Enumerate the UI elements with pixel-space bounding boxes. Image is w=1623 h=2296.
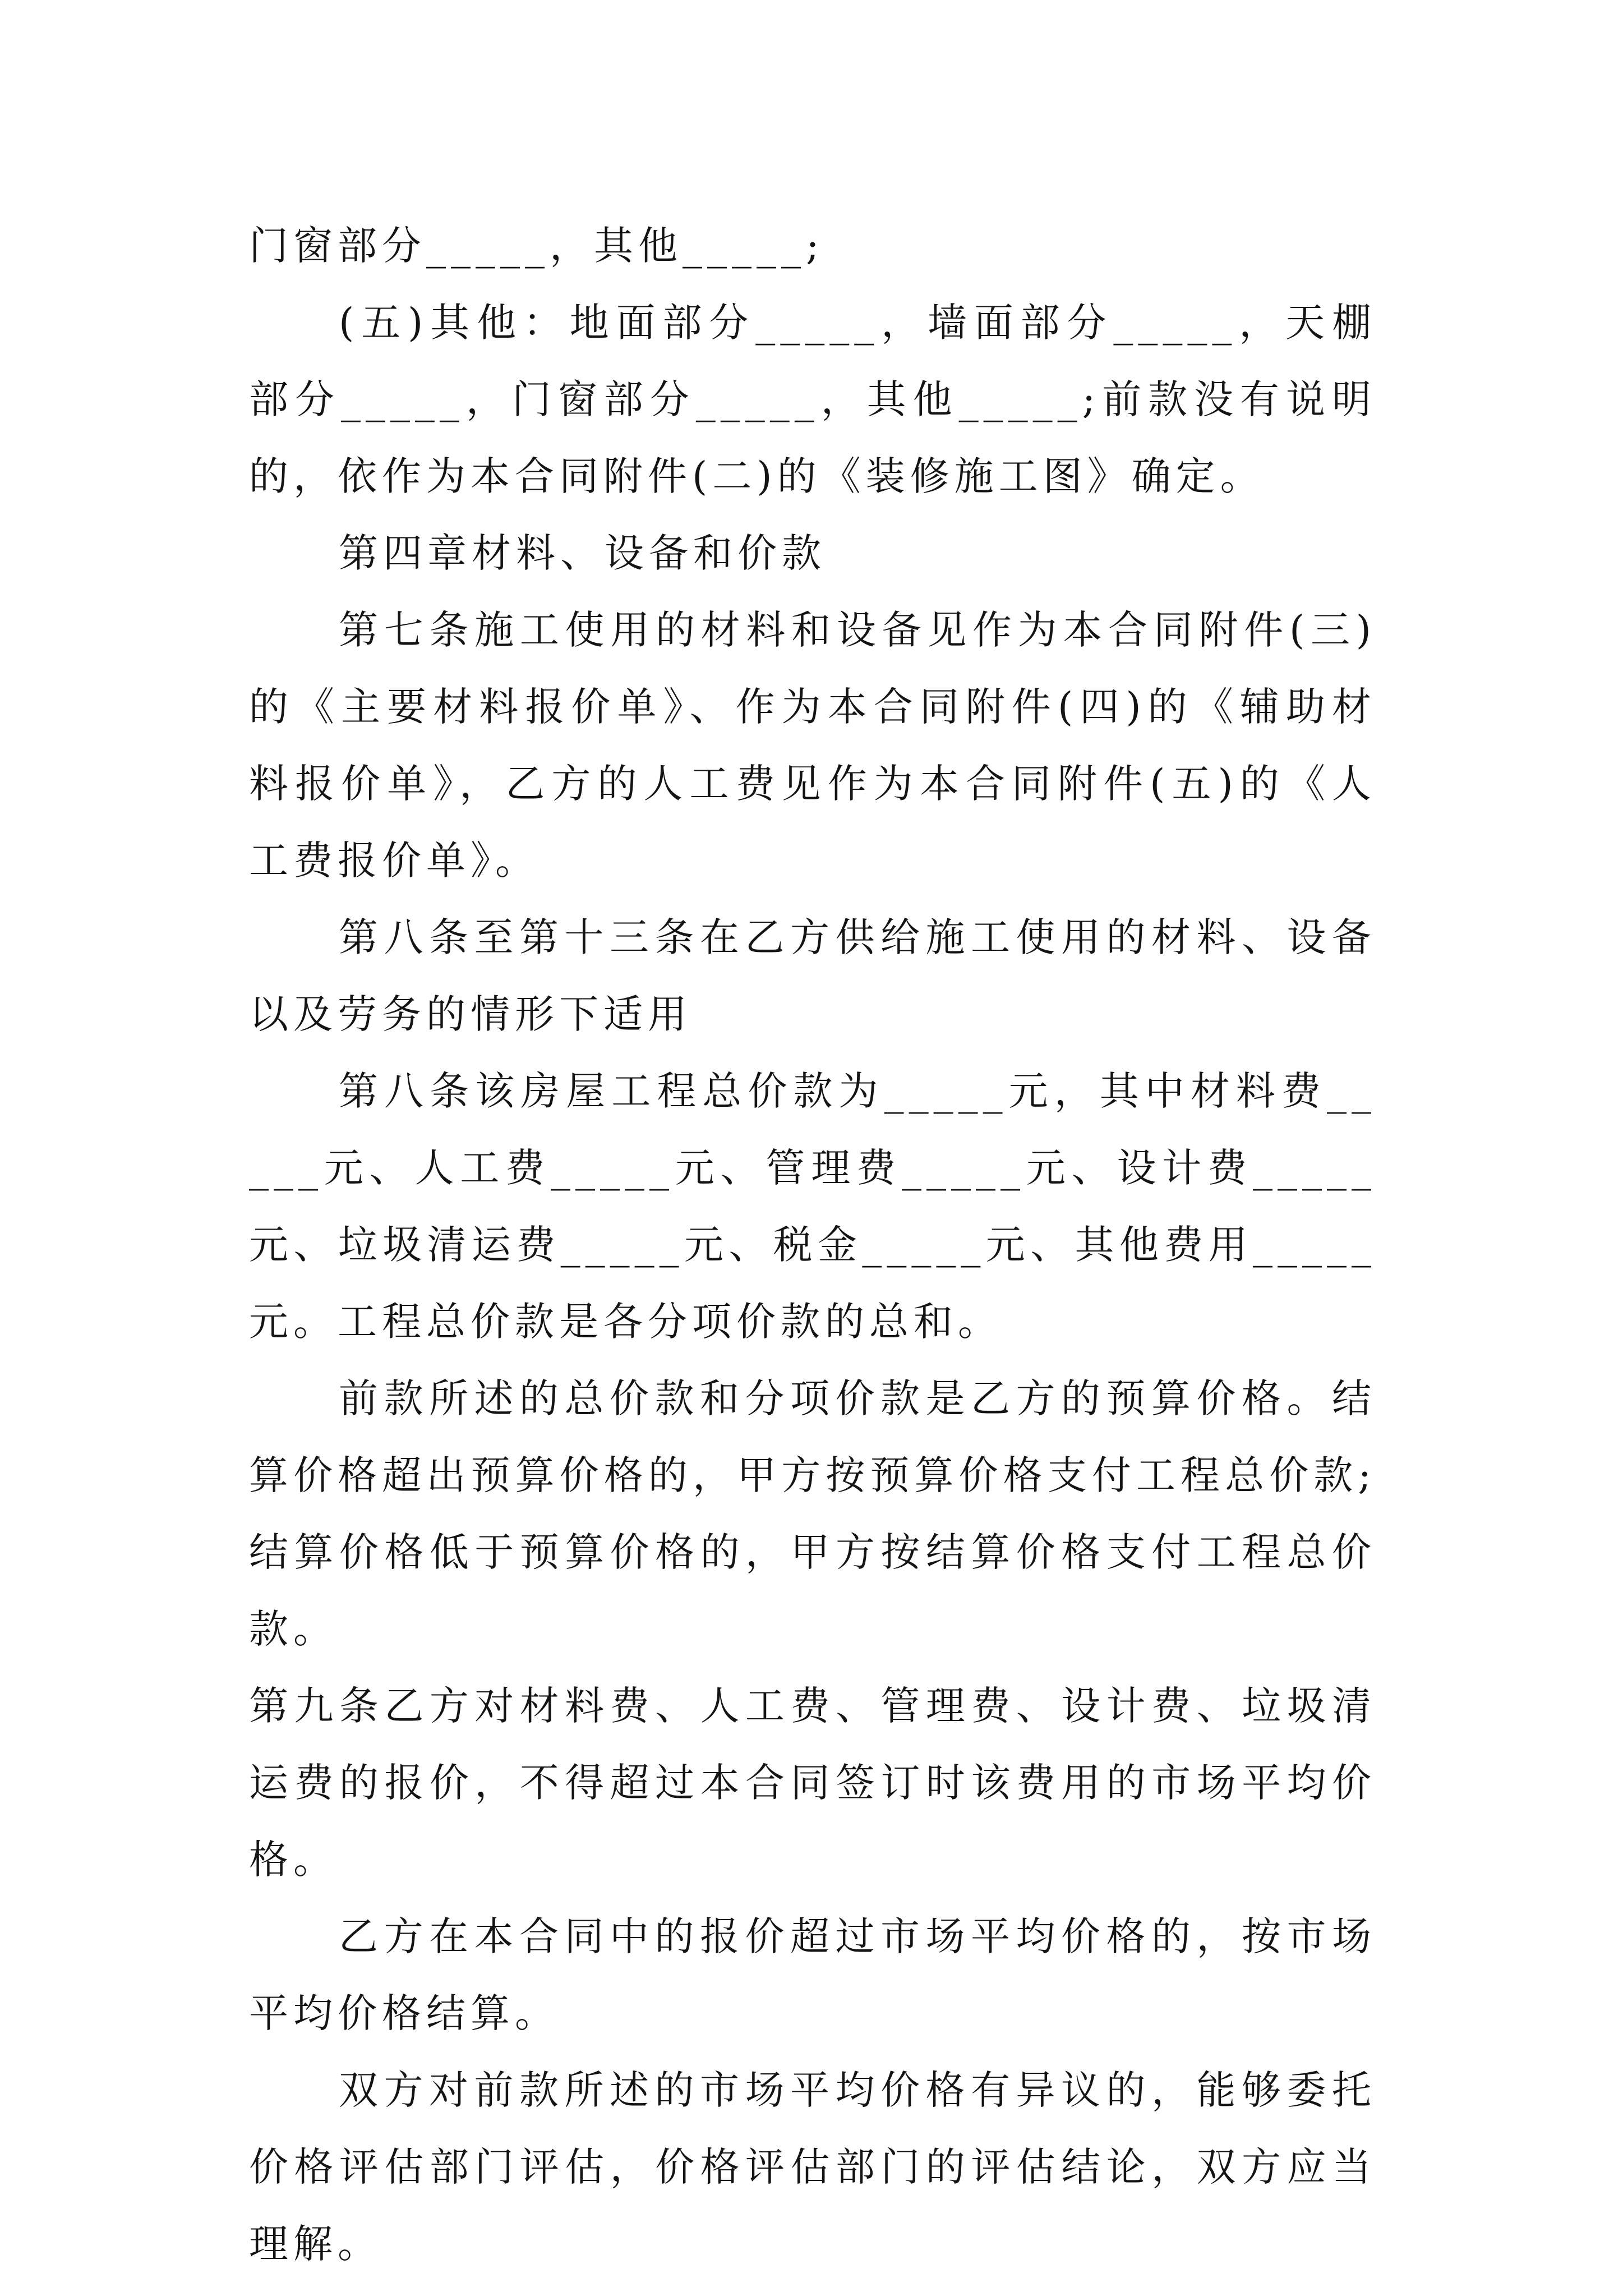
paragraph-article-8: 第八条该房屋工程总价款为_____元，其中材料费_____元、人工费_____元、管理费_____元、设计费_____元、垃圾清运费_____元、税金_____元、其他费用_____元。工程总价款是各分项价款的总和。 (249, 1068, 1376, 1345)
document-body (249, 208, 1376, 2283)
paragraph-scope-note: 第八条至第十三条在乙方供给施工使用的材料、设备以及劳务的情形下适用 (249, 914, 1376, 1037)
paragraph-dispute: 双方对前款所述的市场平均价格有异议的，能够委托价格评估部门评估，价格评估部门的评估结论，双方应当理解。 (249, 2067, 1376, 2267)
paragraph-2: (五)其他：地面部分_____，墙面部分_____，天棚部分_____，门窗部分_____，其他_____;前款没有说明的，依作为本合同附件(二)的《装修施工图》确定。 (249, 300, 1376, 499)
paragraph-article-9: 第九条乙方对材料费、人工费、管理费、设计费、垃圾清运费的报价，不得超过本合同签订时该费用的市场平均价格。 (249, 1683, 1376, 1883)
chapter-heading: 第四章材料、设备和价款 (339, 530, 826, 576)
paragraph-settlement: 前款所述的总价款和分项价款是乙方的预算价格。结算价格超出预算价格的，甲方按预算价格支付工程总价款;结算价格低于预算价格的，甲方按结算价格支付工程总价款。 (249, 1375, 1376, 1652)
paragraph-article-7: 第七条施工使用的材料和设备见作为本合同附件(三)的《主要材料报价单》、作为本合同附件(四)的《辅助材料报价单》，乙方的人工费见作为本合同附件(五)的《人工费报价单》。 (249, 607, 1376, 884)
paragraph-1: 门窗部分_____，其他_____; (249, 223, 824, 269)
paragraph-market-price: 乙方在本合同中的报价超过市场平均价格的，按市场平均价格结算。 (249, 1913, 1376, 2036)
